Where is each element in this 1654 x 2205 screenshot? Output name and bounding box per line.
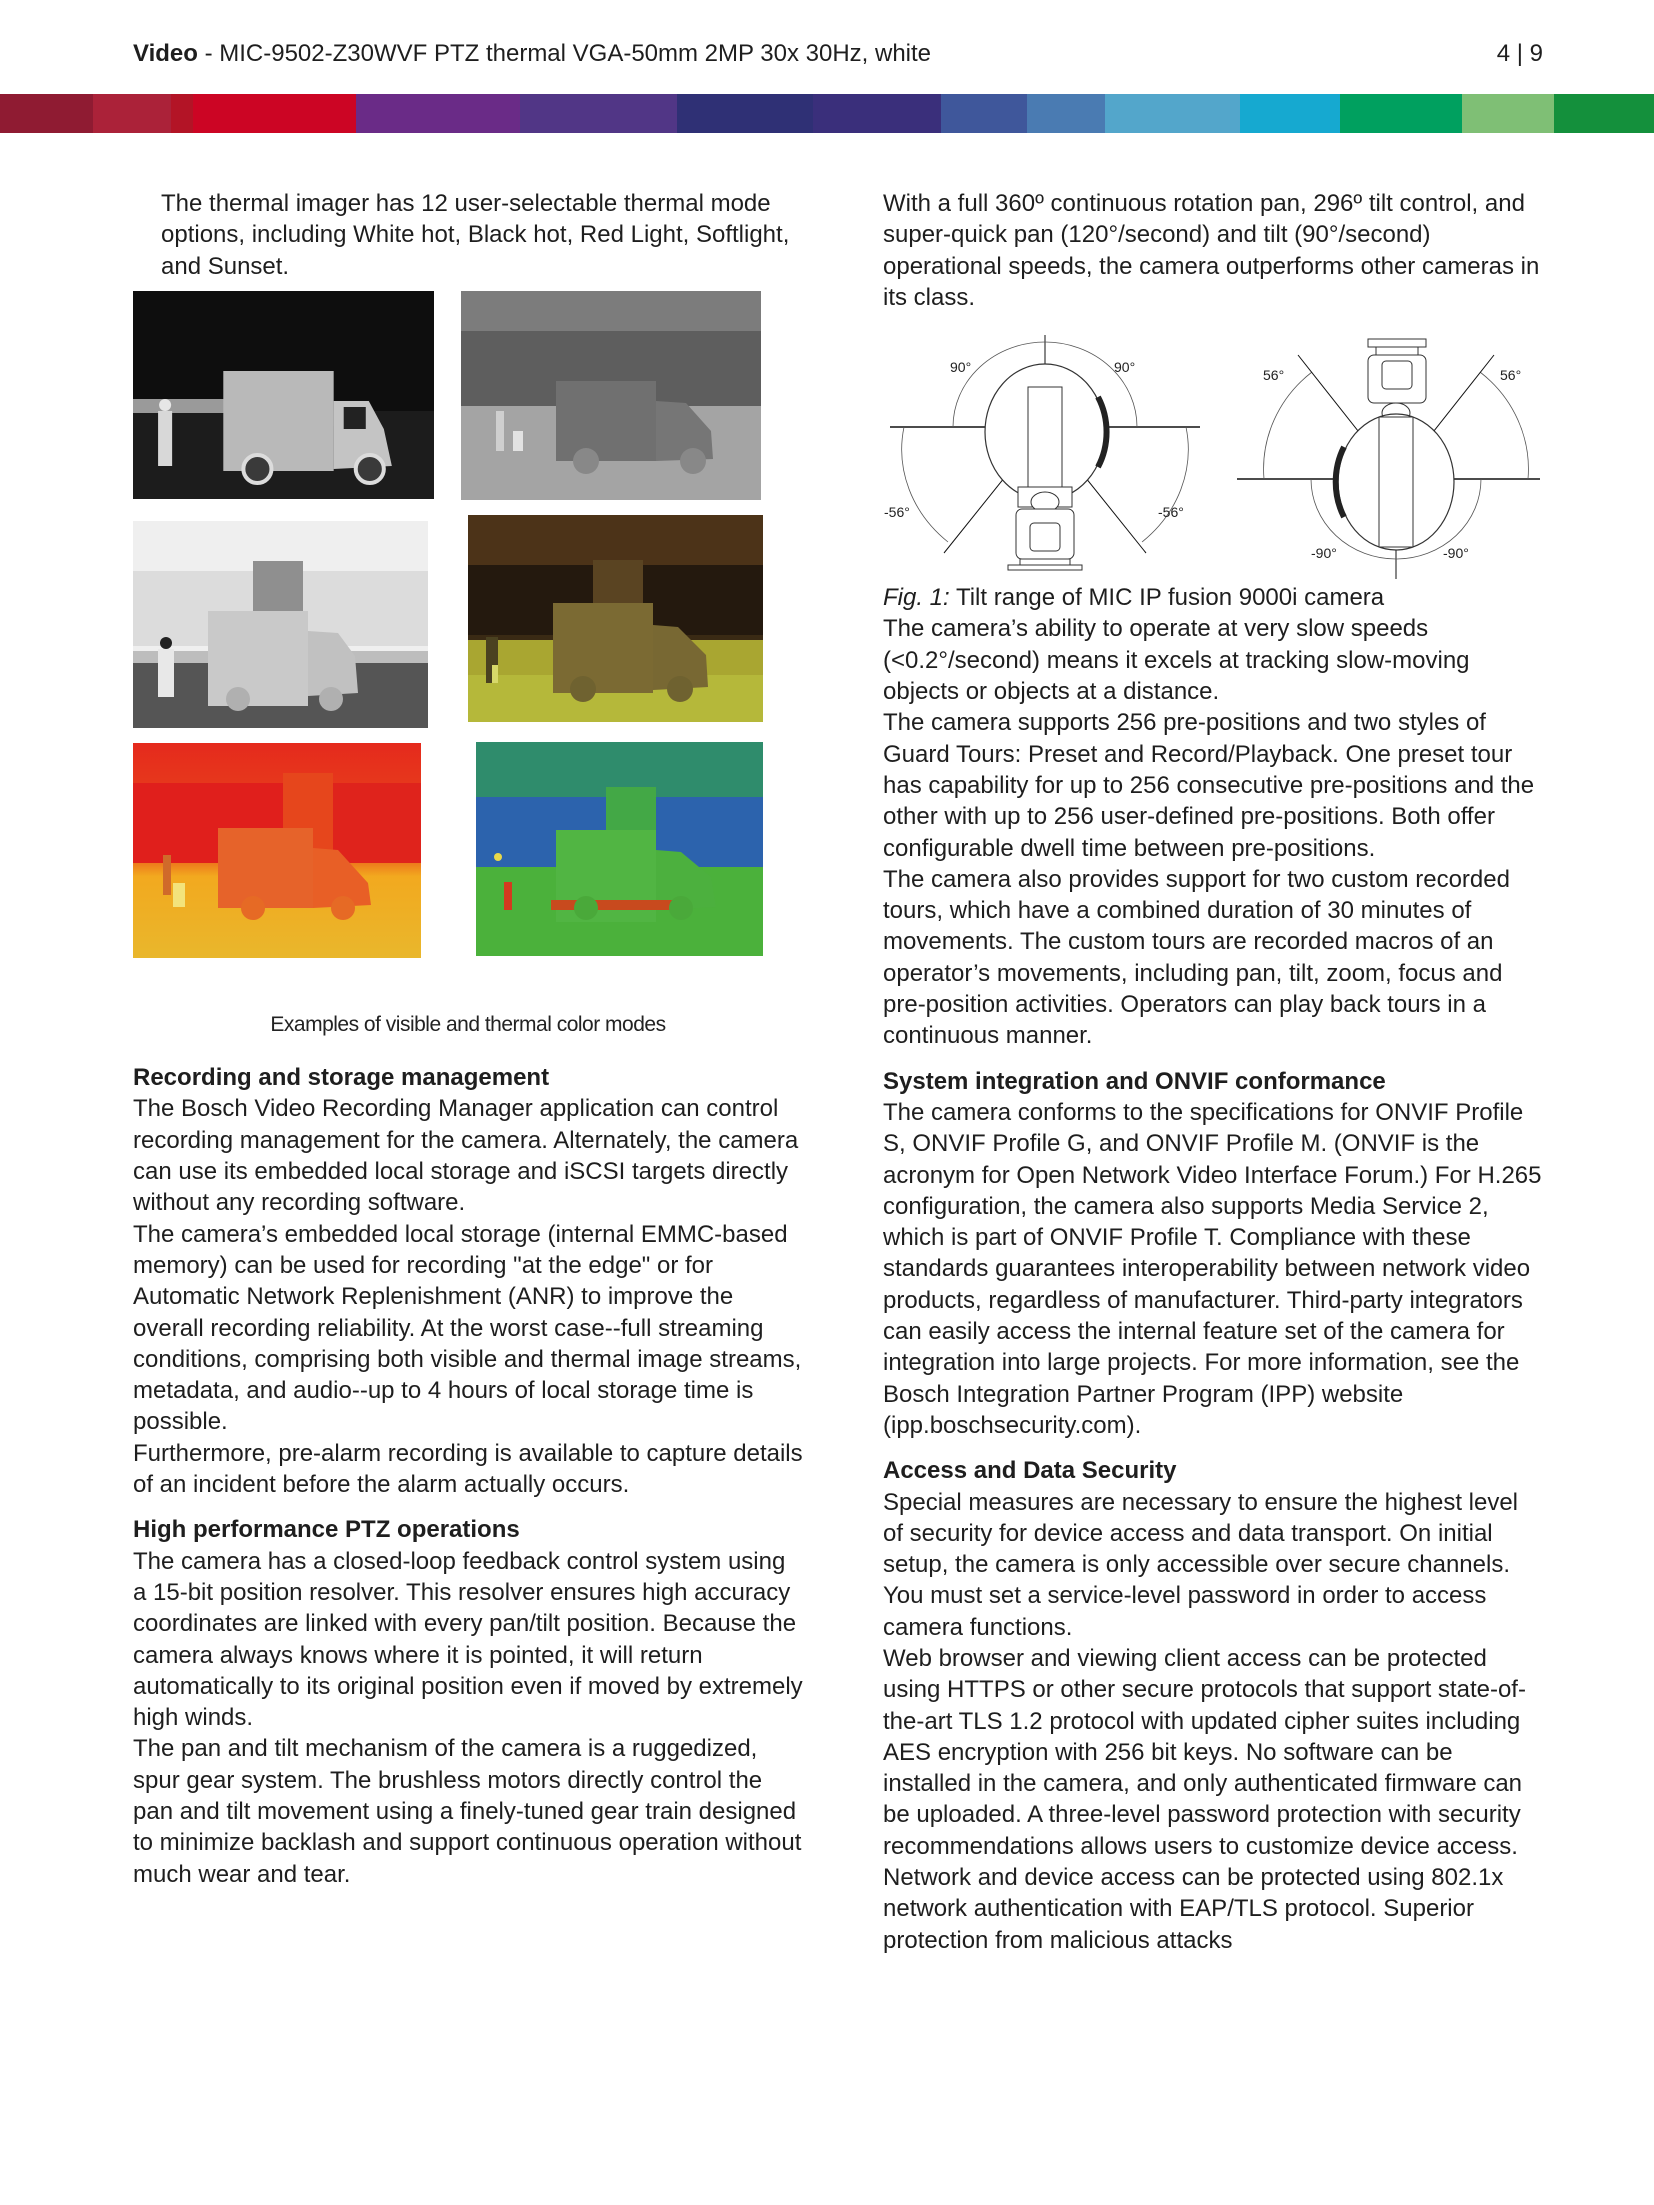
color-band-segment [677, 94, 812, 133]
paragraph: The camera also provides support for two custom recorded tours, which have a combined duration of 30 minutes of movements. The custom tours are recorded macros of an operator’s movements, including pan, tilt, zoom, focus and pre-position activities. Operators can play back tours in a continuous manner. [883, 865, 1510, 1050]
tilt-diagram-upright [884, 335, 1200, 570]
section-ptz-operations [133, 1514, 803, 1890]
thermal-image-red-light [133, 743, 421, 958]
thermal-image-sunset [468, 515, 763, 722]
section-heading: System integration and ONVIF conformance [883, 1067, 1386, 1095]
paragraph: Special measures are necessary to ensure the highest level of security for device access and data transport. On initial setup, the camera is only accessible over secure channels. You must set a service-level password in order to access camera functions. [883, 1488, 1519, 1641]
thermal-modes-intro: The thermal imager has 12 user-selectable thermal mode options, including White hot, Black hot, Red Light, Softlight, and Sunset. [161, 190, 790, 280]
color-band-segment [1340, 94, 1461, 133]
section-heading: Recording and storage management [133, 1064, 550, 1092]
color-band-segment [193, 94, 357, 133]
tilt-range-diagram [880, 327, 1543, 582]
angle-label: -56° [1158, 504, 1184, 521]
angle-label: -90° [1443, 545, 1469, 562]
pan-tilt-intro: With a full 360º continuous rotation pan, 296º tilt control, and super-quick pan (120°/second) and tilt (90°/second) operational speeds, the camera outperforms other cameras in its class. [883, 190, 1540, 311]
page-number: 4 | 9 [1496, 40, 1543, 67]
section-access-security [883, 1455, 1543, 1956]
color-band-segment [1105, 94, 1240, 133]
thermal-image-white-hot [133, 291, 434, 499]
thermal-image-softlight [476, 742, 763, 956]
paragraph: The camera has a closed-loop feedback control system using a 15-bit position resolver. This resolver ensures high accuracy coordinates are linked with every pan/tilt position. Because the camera always knows where it is pointed, it will return automatically to its original position even if moved by extremely high winds. [133, 1547, 803, 1732]
angle-label: 90° [1114, 359, 1136, 376]
right-column [883, 188, 1543, 1956]
paragraph: Web browser and viewing client access can be protected using HTTPS or other secure protocols that support state-of-the-art TLS 1.2 protocol with updated cipher suites including AES encryption with 256 bit keys. No software can be installed in the camera, and only authenticated firmware can be uploaded. A three-level password protection with security recommendations allows users to customize device access. Network and device access can be protected using 802.1x network authentication with EAP/TLS protocol. Superior protection from malicious attacks [883, 1644, 1526, 1954]
header-separator: - [197, 40, 220, 67]
brand-color-band [0, 94, 1654, 133]
section-heading: Access and Data Security [883, 1457, 1177, 1485]
header-product-title: MIC-9502-Z30WVF PTZ thermal VGA-50mm 2MP 30x 30Hz, white [219, 40, 932, 67]
color-band-segment [0, 94, 93, 133]
paragraph: The camera conforms to the specifications for ONVIF Profile S, ONVIF Profile G, and ONVIF Profile M. (ONVIF is the acronym for Open Network Video Interface Forum.) For H.265 configuration, the camera also supports Media Service 2, which is part of ONVIF Profile T. Compliance with these standards guarantees interoperability between network video products, regardless of manufacturer. Third-party integrators can easily access the internal feature set of the camera for integration into large projects. For more information, see the Bosch Integration Partner Program (IPP) website (ipp.boschsecurity.com). [883, 1098, 1542, 1439]
figure-caption [883, 582, 1543, 613]
color-band-segment [1554, 94, 1654, 133]
paragraph: The camera’s ability to operate at very slow speeds (<0.2°/second) means it excels at tracking slow-moving objects or objects at a distance. [883, 615, 1470, 706]
color-band-segment [356, 94, 520, 133]
paragraph: The camera’s embedded local storage (internal EMMC-based memory) can be used for recording "at the edge" or for Automatic Network Replenishment (ANR) to improve the overall recording reliability. At the worst case--full streaming conditions, comprising both visible and thermal image streams, metadata, and audio--up to 4 hours of local storage time is possible. [133, 1220, 802, 1436]
paragraph: The camera supports 256 pre-positions and two styles of Guard Tours: Preset and Record/Playback. One preset tour has capability for up to 256 consecutive pre-positions and the other with up to 256 user-defined pre-positions. Both offer configurable dwell time between pre-positions. [883, 709, 1535, 862]
angle-label: 56° [1500, 367, 1522, 384]
thermal-images-caption: Examples of visible and thermal color modes [270, 1012, 666, 1036]
paragraph: The Bosch Video Recording Manager application can control recording management for the camera. Alternately, the camera can use its embedded local storage and iSCSI targets directly without any recording software. [133, 1095, 799, 1217]
page-header [133, 36, 1543, 72]
tilt-diagram-inverted [1237, 339, 1540, 579]
paragraph: Furthermore, pre-alarm recording is available to capture details of an incident before the alarm actually occurs. [133, 1439, 803, 1499]
color-band-segment [813, 94, 941, 133]
thermal-image-black-hot [133, 521, 428, 728]
section-heading: High performance PTZ operations [133, 1516, 520, 1544]
color-band-segment [171, 94, 192, 133]
section-onvif [883, 1066, 1543, 1442]
section-recording-storage [133, 1062, 803, 1500]
color-band-segment [1462, 94, 1555, 133]
color-band-segment [1240, 94, 1340, 133]
left-column [133, 188, 803, 1890]
figure-label: Fig. 1: [883, 584, 950, 612]
figure-caption-text: Tilt range of MIC IP fusion 9000i camera [949, 584, 1385, 612]
angle-label: 56° [1263, 367, 1285, 384]
angle-label: -90° [1311, 545, 1337, 562]
thermal-image-grid [133, 291, 803, 991]
color-band-segment [93, 94, 171, 133]
color-band-segment [520, 94, 677, 133]
thermal-image-grey [461, 291, 761, 500]
header-category: Video [133, 40, 198, 67]
paragraph: The pan and tilt mechanism of the camera is a ruggedized, spur gear system. The brushless motors directly control the pan and tilt movement using a finely-tuned gear train designed to minimize backlash and support continuous operation without much wear and tear. [133, 1735, 802, 1888]
color-band-segment [1027, 94, 1105, 133]
color-band-segment [941, 94, 1027, 133]
angle-label: -56° [884, 504, 910, 521]
angle-label: 90° [950, 359, 972, 376]
